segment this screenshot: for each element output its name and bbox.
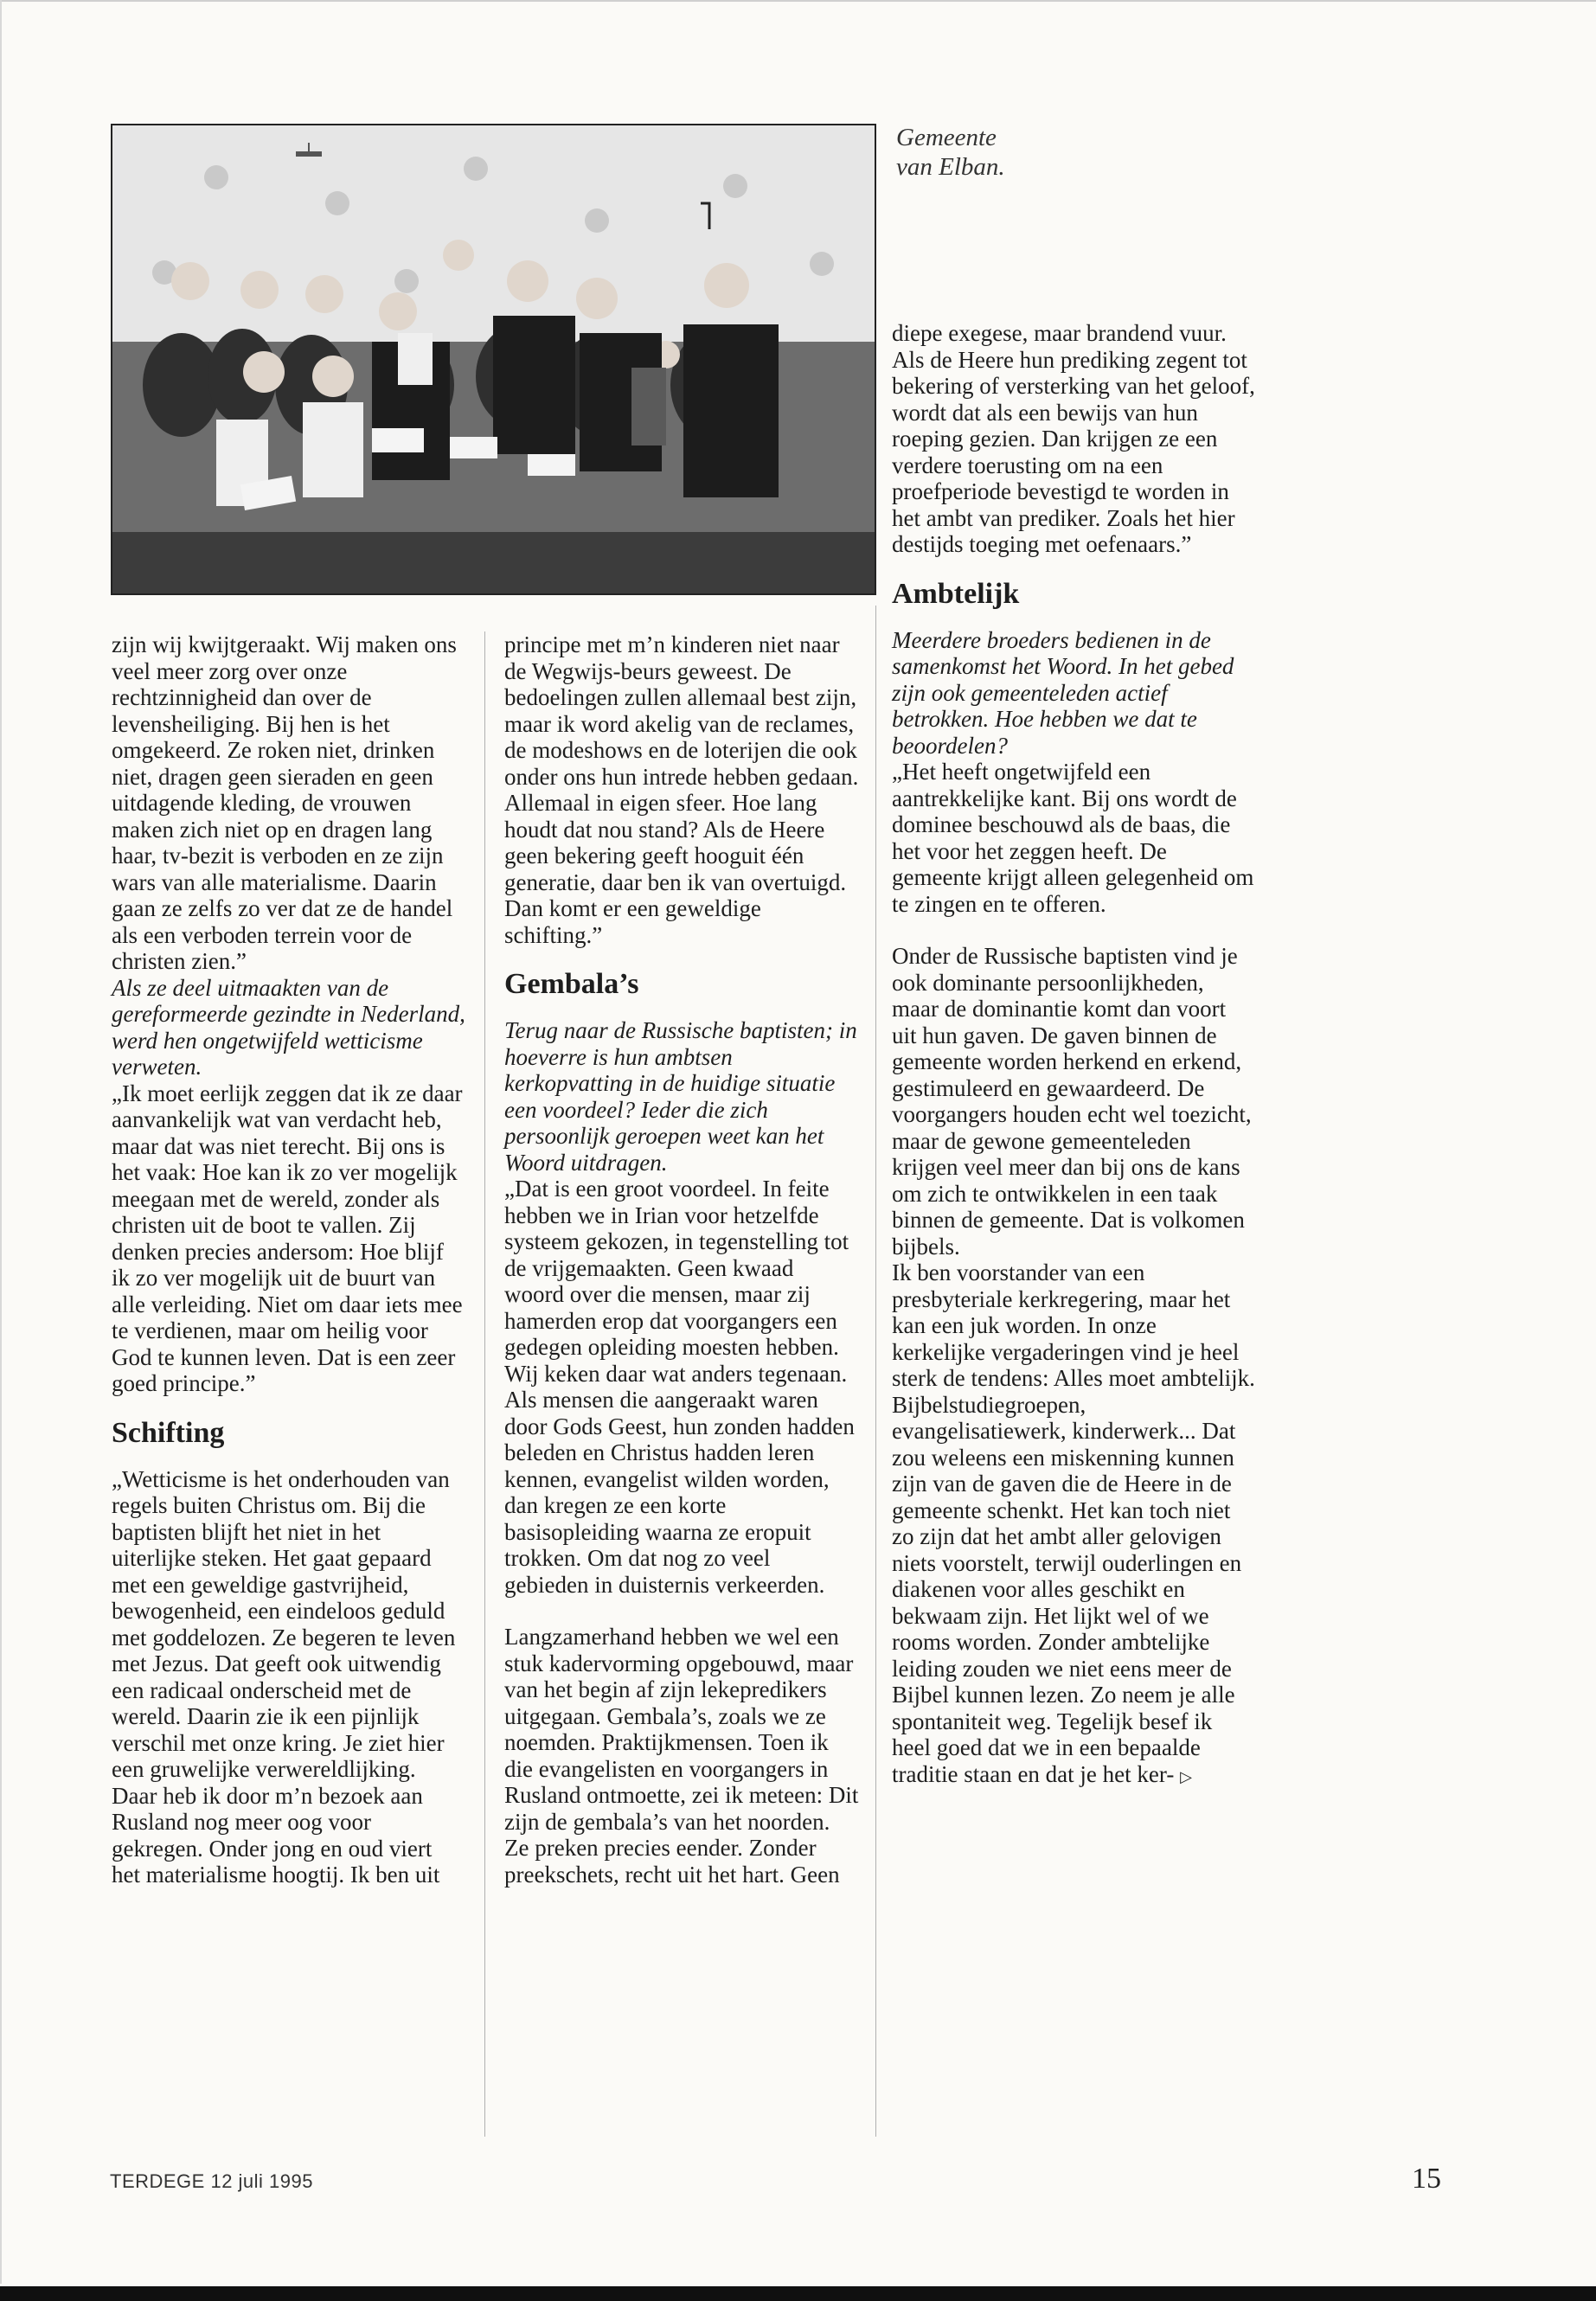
congregation-photo (111, 124, 876, 595)
caption-line-1: Gemeente (896, 124, 997, 151)
column-divider-1 (484, 631, 485, 2137)
section-heading: Ambtelijk (892, 577, 1020, 610)
body-paragraph: „Wetticisme is het onderhouden van regels buiten Christus om. Bij die baptisten blijft het niet in het uiterlijke steken. Het gaat gepaard met een geweldige gastvrijheid, bewogenheid, een eindeloos geduld met goddelozen. Ze begeren te leven met Jezus. Dat geeft ook uitwendig een radicaal onderscheid met de wereld. Daarin zie ik een pijnlijk verschil met onze kring. Je ziet hier een gruwelijke verwereldlijking. Daar heb ik door m’n bezoek aan Rusland nog meer oog voor gekregen. Onder jong en oud viert het materialisme hoogtij. Ik ben uit (112, 1465, 456, 1888)
body-paragraph: „Dat is een groot voordeel. In feite hebben we in Irian voor hetzelfde systeem gekozen, in tegenstelling tot de vrijgemaakten. Geen kwaad woord over die mensen, maar zij hamerden erop dat voorgangers een gedegen opleiding moesten hebben. Wij keken daar wat anders tegenaan. Als mensen die aangeraakt waren door Gods Geest, hun zonden hadden beleden en Christus hadden leren kennen, evangelist wilden worden, dan kregen ze een korte basisopleiding waarna ze eropuit trokken. Om dat nog zo veel gebieden in duisternis verkeerden. (504, 1176, 855, 1598)
photo-caption (896, 123, 1121, 182)
photo-illustration (112, 125, 876, 595)
article-column-3 (892, 320, 1255, 1791)
interview-question: Als ze deel uitmaakten van de gereformeerde gezindte in Nederland, werd hen ongetwijfeld wetticisme verweten. (112, 974, 465, 1080)
page-number: 15 (1412, 2163, 1441, 2195)
continue-arrow-icon: ▷ (1180, 1767, 1192, 1786)
article-column-2 (504, 631, 859, 1888)
interview-question: Meerdere broeders bedienen in de samenkomst het Woord. In het gebed zijn ook gemeenteleden actief betrokken. Hoe hebben we dat te beoordelen? (892, 626, 1234, 759)
publication-footer: TERDEGE 12 juli 1995 (110, 2170, 313, 2192)
top-rule (0, 0, 1596, 2)
section-heading: Schifting (112, 1416, 225, 1449)
paragraph-spacer (892, 917, 1255, 943)
body-paragraph: „Het heeft ongetwijfeld een aantrekkelijke kant. Bij ons wordt de dominee beschouwd als de baas, die het voor het zeggen heeft. De gemeente krijgt alleen gelegenheid om te zingen en te offeren. (892, 759, 1254, 917)
caption-line-2: van Elban. (896, 153, 1005, 181)
bottom-scan-edge (0, 2286, 1596, 2301)
body-paragraph: zijn wij kwijtgeraakt. Wij maken ons veel meer zorg over onze rechtzinnigheid dan over de levensheiliging. Bij hen is het omgekeerd. Ze roken niet, drinken niet, dragen geen sieraden en geen uitdagende kleding, de vrouwen maken zich niet op en dragen lang haar, tv-bezit is verboden en ze zijn wars van alle materialisme. Daarin gaan ze zelfs zo ver dat ze de handel als een verboden terrein voor de christen zien.” (112, 631, 457, 974)
paragraph-spacer (504, 1598, 859, 1624)
body-paragraph: „Ik moet eerlijk zeggen dat ik ze daar aanvankelijk wat van verdacht heb, maar dat was niet terecht. Bij ons is het vaak: Hoe kan ik zo ver mogelijk meegaan met de wereld, zonder als christen uit de boot te vallen. Zij denken precies andersom: Hoe blijf ik zo ver mogelijk uit de buurt van alle verleiding. Niet om daar iets mee te verdienen, maar om heilig voor God te kunnen leven. Dat is een zeer goed principe.” (112, 1080, 463, 1396)
column-divider-2 (875, 606, 876, 2137)
left-scan-edge (0, 0, 2, 2284)
body-paragraph: Onder de Russische baptisten vind je ook dominante persoonlijkheden, maar de dominantie komt dan voort uit hun gaven. De gaven binnen de gemeente worden herkend en erkend, gestimuleerd en gewaardeerd. De voorgangers houden echt wel toezicht, maar de gewone gemeenteleden krijgen veel meer dan bij ons de kans om zich te ontwikkelen in een taak binnen de gemeente. Dat is volkomen bijbels. (892, 943, 1252, 1259)
interview-question: Terug naar de Russische baptisten; in hoeverre is hun ambtsen kerkopvatting in de huidige situatie een voordeel? Ieder die zich persoonlijk geroepen weet kan het Woord uitdragen. (504, 1017, 857, 1176)
article-column-1 (112, 631, 466, 1888)
body-paragraph: diepe exegese, maar brandend vuur. Als de Heere hun prediking zegent tot bekering of versterking van het geloof, wordt dat als een bewijs van hun roeping gezien. Dan krijgen ze een verdere toerusting om na een proefperiode bevestigd te worden in het ambt van prediker. Zoals het hier destijds toeging met oefenaars.” (892, 320, 1255, 557)
section-heading: Gembala’s (504, 968, 639, 1000)
body-paragraph (892, 1259, 1255, 1791)
body-paragraph: principe met m’n kinderen niet naar de Wegwijs-beurs geweest. De bedoelingen zullen allemaal best zijn, maar ik word akelig van de reclames, de modeshows en de loterijen die ook onder ons hun intrede hebben gedaan. Allemaal in eigen sfeer. Hoe lang houdt dat nou stand? Als de Heere geen bekering geeft hooguit één generatie, daar ben ik van overtuigd. Dan komt er een geweldige schifting.” (504, 631, 859, 948)
body-text: Ik ben voorstander van een presbyteriale kerkregering, maar het kan een juk worden. In onze kerkelijke vergaderingen vind je heel sterk de tendens: Alles moet ambtelijk. Bijbelstudiegroepen, evangelisatiewerk, kinderwerk... Dat zou weleens een miskenning kunnen zijn van de gaven die de Heere in de gemeente schenkt. Het kan toch niet zo zijn dat het ambt aller gelovigen niets voorstelt, terwijl ouderlingen en diakenen voor alles geschikt en bekwaam zijn. Het lijkt wel of we rooms worden. Zonder ambtelijke leiding zouden we niet eens meer de Bijbel kunnen lezen. Zo neem je alle spontaniteit weg. Tegelijk besef ik heel goed dat we in een bepaalde traditie staan en dat je het ker- (892, 1259, 1255, 1787)
body-paragraph: Langzamerhand hebben we wel een stuk kadervorming opgebouwd, maar van het begin af zijn lekepredikers uitgegaan. Gembala’s, zoals we ze noemden. Praktijkmensen. Toen ik die evangelisten en voorgangers in Rusland ontmoette, zei ik meteen: Dit zijn de gembala’s van het noorden. Ze preken precies eender. Zonder preekschets, recht uit het hart. Geen (504, 1624, 859, 1888)
